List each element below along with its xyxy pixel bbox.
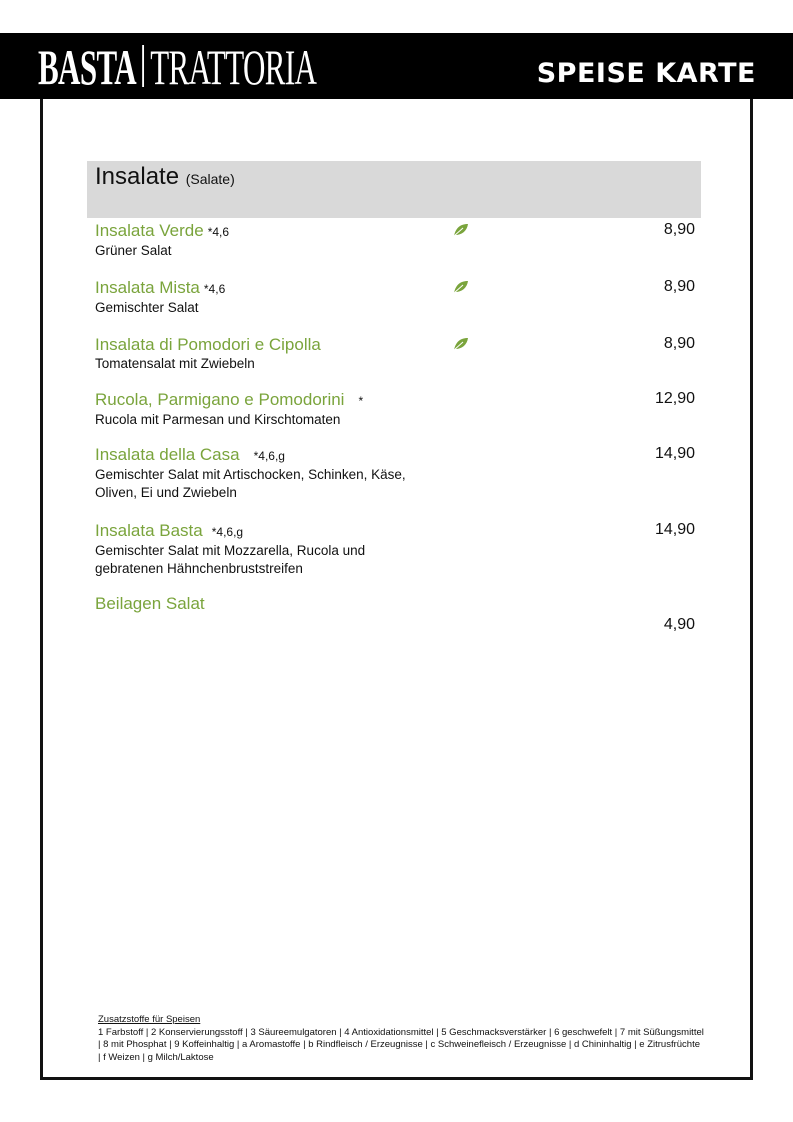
item-price: 8,90 — [663, 221, 695, 238]
item-price: 8,90 — [663, 278, 695, 295]
item-price: 12,90 — [654, 390, 695, 407]
leaf-icon — [453, 223, 469, 237]
item-desc-line2: gebratenen Hähnchenbruststreifen — [95, 561, 303, 576]
menu-subtitle: SPEISE KARTE — [536, 58, 756, 89]
item-name: Insalata di Pomodori e Cipolla — [95, 335, 321, 354]
header-bar — [0, 33, 793, 99]
menu-item — [95, 390, 695, 429]
menu-item — [95, 278, 695, 317]
section-header — [87, 161, 701, 218]
item-price: 8,90 — [663, 335, 695, 352]
item-desc-line1: Gemischter Salat mit Mozzarella, Rucola und — [95, 543, 366, 558]
brand-part1: BASTA — [38, 39, 136, 95]
brand-logo — [38, 41, 316, 93]
menu-item — [95, 594, 695, 633]
item-code: *4,6 — [203, 282, 226, 296]
leaf-icon — [453, 337, 469, 351]
brand-separator — [142, 45, 144, 87]
section-subtitle: (Salate) — [185, 171, 235, 187]
item-desc-line2: Oliven, Ei und Zwiebeln — [95, 485, 237, 500]
item-name: Rucola, Parmigano e Pomodorini — [95, 390, 345, 409]
footnote-line3: | f Weizen | g Milch/Laktose — [98, 1051, 214, 1063]
item-code: *4,6,g — [211, 525, 244, 539]
footnote-line2: | 8 mit Phosphat | 9 Koffeinhaltig | a Aromastoffe | b Rindfleisch / Erzeugnisse | c Schweinefleisch / Erzeugnisse | d Chininhaltig | e Zitrusfrüchte — [98, 1039, 701, 1050]
item-name: Insalata della Casa — [95, 445, 240, 464]
item-desc-line1: Gemischter Salat mit Artischocken, Schinken, Käse, — [95, 467, 406, 482]
footnote-line1: 1 Farbstoff | 2 Konservierungsstoff | 3 Säureemulgatoren | 4 Antioxidationsmittel | 5 Geschmacksverstärker | 6 geschwefelt | 7 mit Süßungsmittel — [98, 1026, 704, 1038]
additives-footnote — [98, 1014, 728, 1064]
item-desc: Grüner Salat — [95, 243, 172, 258]
item-price: 4,90 — [663, 616, 695, 633]
item-desc: Rucola mit Parmesan und Kirschtomaten — [95, 412, 341, 427]
item-desc: Gemischter Salat — [95, 300, 199, 315]
item-name: Insalata Mista — [95, 278, 200, 297]
menu-item — [95, 521, 695, 578]
menu-item — [95, 445, 695, 502]
leaf-icon — [453, 280, 469, 294]
item-name: Insalata Basta — [95, 521, 203, 540]
section-title-text: Insalate — [95, 163, 180, 190]
item-code: * — [358, 394, 364, 408]
item-name: Insalata Verde — [95, 221, 204, 240]
item-code: *4,6,g — [253, 449, 285, 463]
menu-item — [95, 335, 695, 373]
section-title — [95, 163, 235, 191]
item-code: *4,6 — [207, 225, 230, 239]
brand-part2: TRATTORIA — [150, 39, 317, 95]
item-desc: Tomatensalat mit Zwiebeln — [95, 356, 255, 371]
footnote-title: Zusatzstoffe für Speisen — [98, 1014, 201, 1025]
menu-item — [95, 221, 695, 260]
item-name: Beilagen Salat — [95, 594, 205, 613]
item-price: 14,90 — [654, 445, 695, 462]
item-price: 14,90 — [654, 521, 695, 538]
